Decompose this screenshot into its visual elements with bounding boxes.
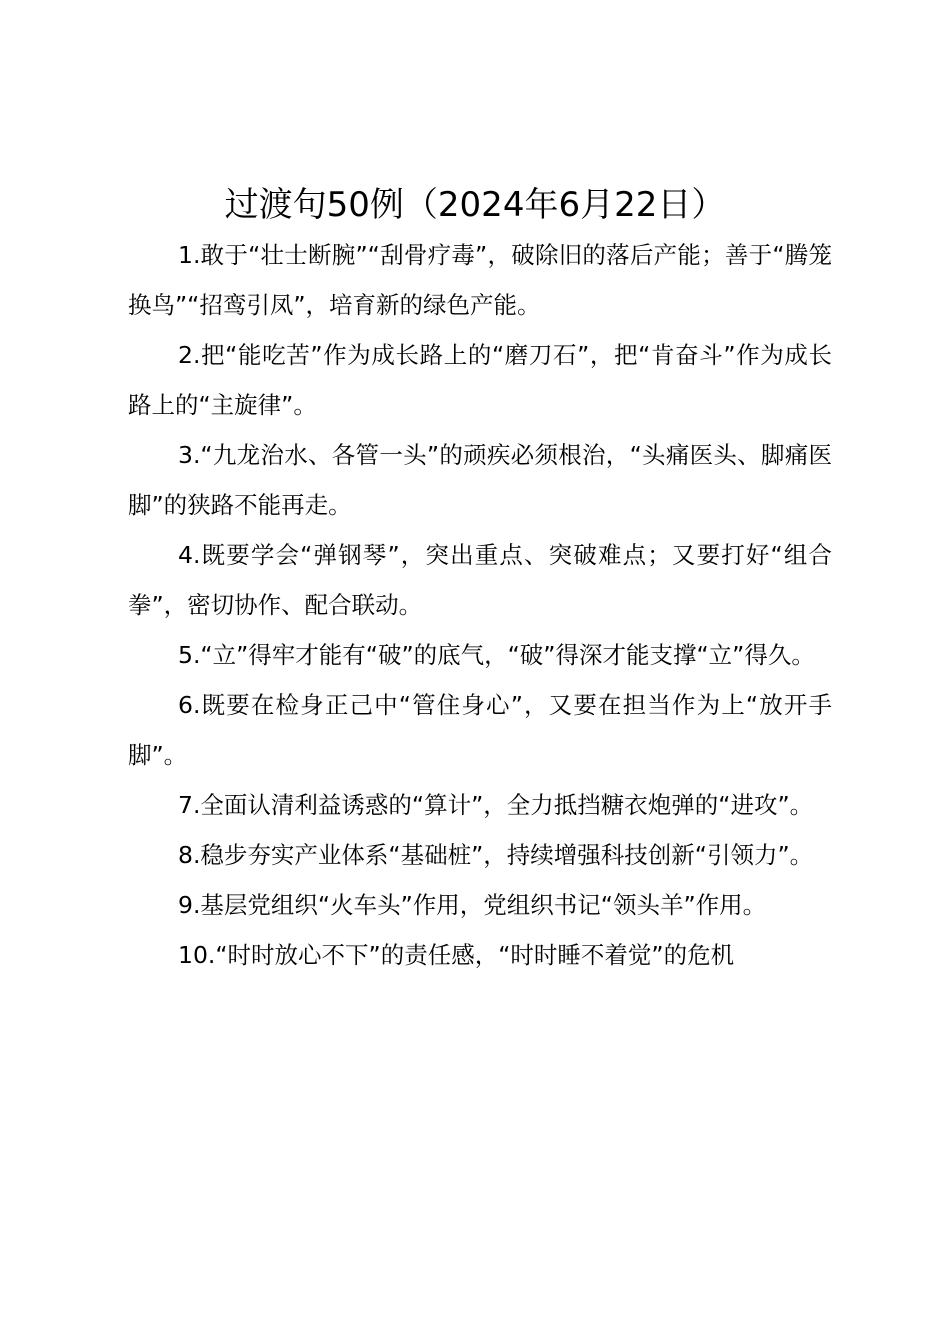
document-body — [128, 230, 832, 980]
paragraph-6: 6.既要在检身正己中“管住身心”，又要在担当作为上“放开手脚”。 — [128, 691, 832, 769]
paragraph-9: 9.基层党组织“火车头”作用，党组织书记“领头羊”作用。 — [178, 891, 767, 919]
paragraph-4: 4.既要学会“弹钢琴”，突出重点、突破难点；又要打好“组合拳”，密切协作、配合联动。 — [128, 541, 832, 619]
paragraph-5: 5.“立”得牢才能有“破”的底气，“破”得深才能支撑“立”得久。 — [178, 641, 815, 669]
paragraph-3: 3.“九龙治水、各管一头”的顽疾必须根治，“头痛医头、脚痛医脚”的狭路不能再走。 — [128, 441, 832, 519]
paragraph-10: 10.“时时放心不下”的责任感，“时时睡不着觉”的危机 — [178, 941, 735, 969]
paragraph-7: 7.全面认清利益诱惑的“算计”，全力抵挡糖衣炮弹的“进攻”。 — [178, 791, 814, 819]
paragraph-8: 8.稳步夯实产业体系“基础桩”，持续增强科技创新“引领力”。 — [178, 841, 814, 869]
paragraph-1: 1.敢于“壮士断腕”“刮骨疗毒”，破除旧的落后产能；善于“腾笼换鸟”“招鸾引凤”，培育新的绿色产能。 — [128, 241, 832, 319]
paragraph-2: 2.把“能吃苦”作为成长路上的“磨刀石”，把“肯奋斗”作为成长路上的“主旋律”。 — [128, 341, 832, 419]
document-title: 过渡句50例（2024年6月22日） — [224, 185, 726, 225]
